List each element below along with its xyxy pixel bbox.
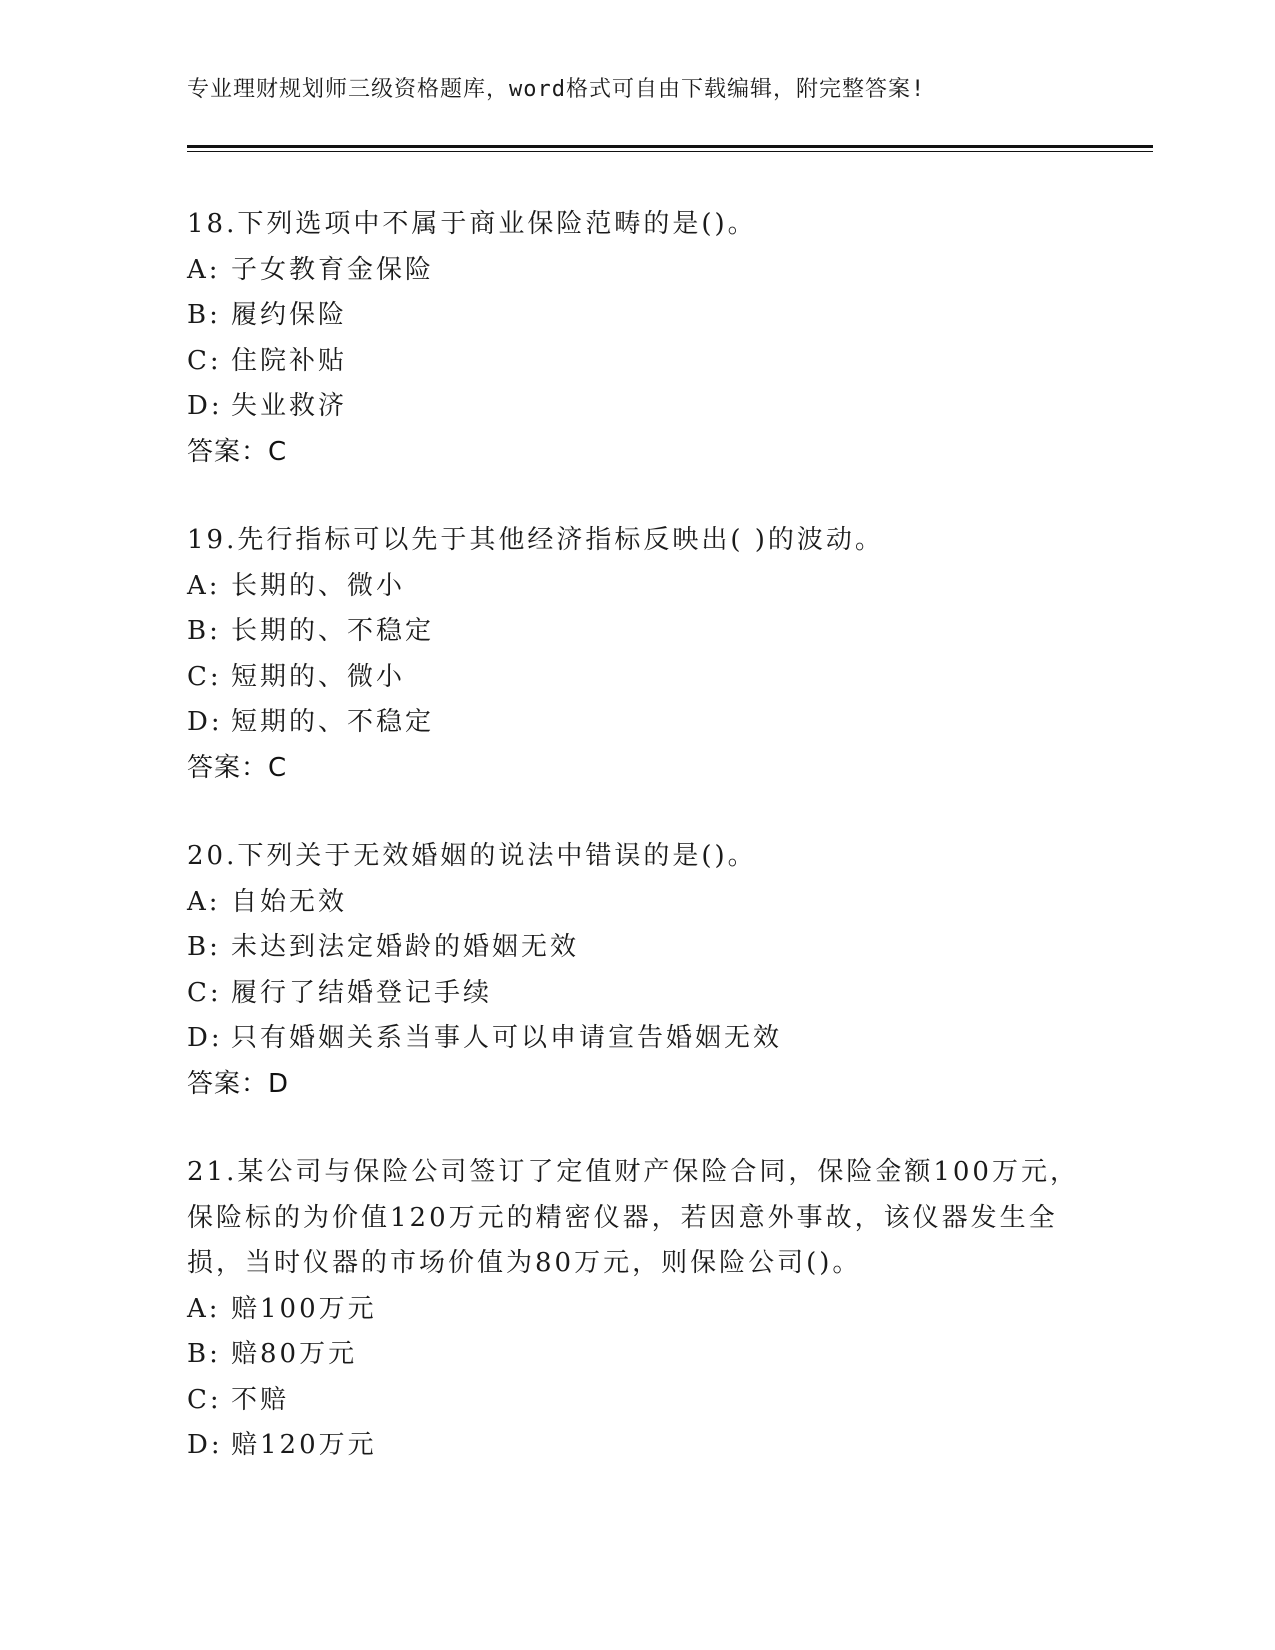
option-text: 长期的、不稳定 [231,616,435,646]
option-c [187,1378,1087,1424]
question-stem-line-1: 21.某公司与保险公司签订了定值财产保险合同，保险金额100万元， [187,1157,1079,1187]
option-text: 未达到法定婚龄的婚姻无效 [231,932,580,962]
option-letter: B: [187,300,221,330]
option-d [187,384,1087,430]
option-letter: D: [187,391,223,421]
question-stem: 20.下列关于无效婚姻的说法中错误的是()。 [187,841,757,871]
answer-line: 答案：C [187,752,288,783]
option-c [187,655,1087,701]
option-letter: B: [187,616,221,646]
option-text: 赔80万元 [231,1339,358,1369]
option-letter: C: [187,345,222,376]
option-text: 短期的、不稳定 [231,707,435,737]
option-letter: C: [187,1384,222,1415]
option-letter: D: [187,1430,223,1460]
answer-line: 答案：C [187,436,288,467]
header-divider-thin [187,151,1153,152]
question-21 [187,1150,1087,1469]
option-letter: B: [187,1339,221,1369]
option-a [187,1287,1087,1333]
option-letter: C: [187,977,222,1008]
option-a [187,564,1087,610]
option-text: 住院补贴 [231,345,348,376]
option-text: 只有婚姻关系当事人可以申请宣告婚姻无效 [231,1023,783,1053]
page-header: 专业理财规划师三级资格题库，word格式可自由下载编辑，附完整答案! [187,77,926,102]
option-d [187,1016,1087,1062]
option-letter: A: [187,570,221,601]
option-b [187,609,1087,655]
option-b [187,293,1087,339]
option-d [187,1423,1087,1469]
option-a [187,880,1087,926]
option-b [187,925,1087,971]
option-letter: A: [187,254,221,285]
question-stem: 19.先行指标可以先于其他经济指标反映出( )的波动。 [187,525,884,555]
option-c [187,339,1087,385]
option-text: 不赔 [231,1384,290,1415]
option-c [187,971,1087,1017]
question-stem [187,1150,1087,1287]
question-19 [187,518,1087,791]
option-text: 履行了结婚登记手续 [231,977,493,1008]
option-letter: D: [187,1023,223,1053]
question-stem: 18.下列选项中不属于商业保险范畴的是()。 [187,209,757,239]
option-text: 赔100万元 [231,1293,377,1324]
question-18 [187,202,1087,475]
option-text: 长期的、微小 [231,570,406,601]
option-text: 自始无效 [231,886,348,917]
option-b [187,1332,1087,1378]
option-text: 子女教育金保险 [231,254,435,285]
option-d [187,700,1087,746]
option-letter: A: [187,886,221,917]
option-letter: C: [187,661,222,692]
header-divider-thick [187,145,1153,148]
option-letter: A: [187,1293,221,1324]
option-letter: B: [187,932,221,962]
option-text: 赔120万元 [231,1430,377,1460]
option-text: 短期的、微小 [231,661,406,692]
option-a [187,248,1087,294]
answer-line: 答案：D [187,1068,290,1099]
option-text: 履约保险 [231,300,348,330]
question-stem-line-2: 保险标的为价值120万元的精密仪器，若因意外事故，该仪器发生全 [187,1202,1058,1233]
option-text: 失业救济 [231,391,348,421]
question-20 [187,834,1087,1107]
question-list [187,202,1087,1512]
option-letter: D: [187,707,223,737]
question-stem-line-3: 损，当时仪器的市场价值为80万元，则保险公司()。 [187,1248,862,1278]
